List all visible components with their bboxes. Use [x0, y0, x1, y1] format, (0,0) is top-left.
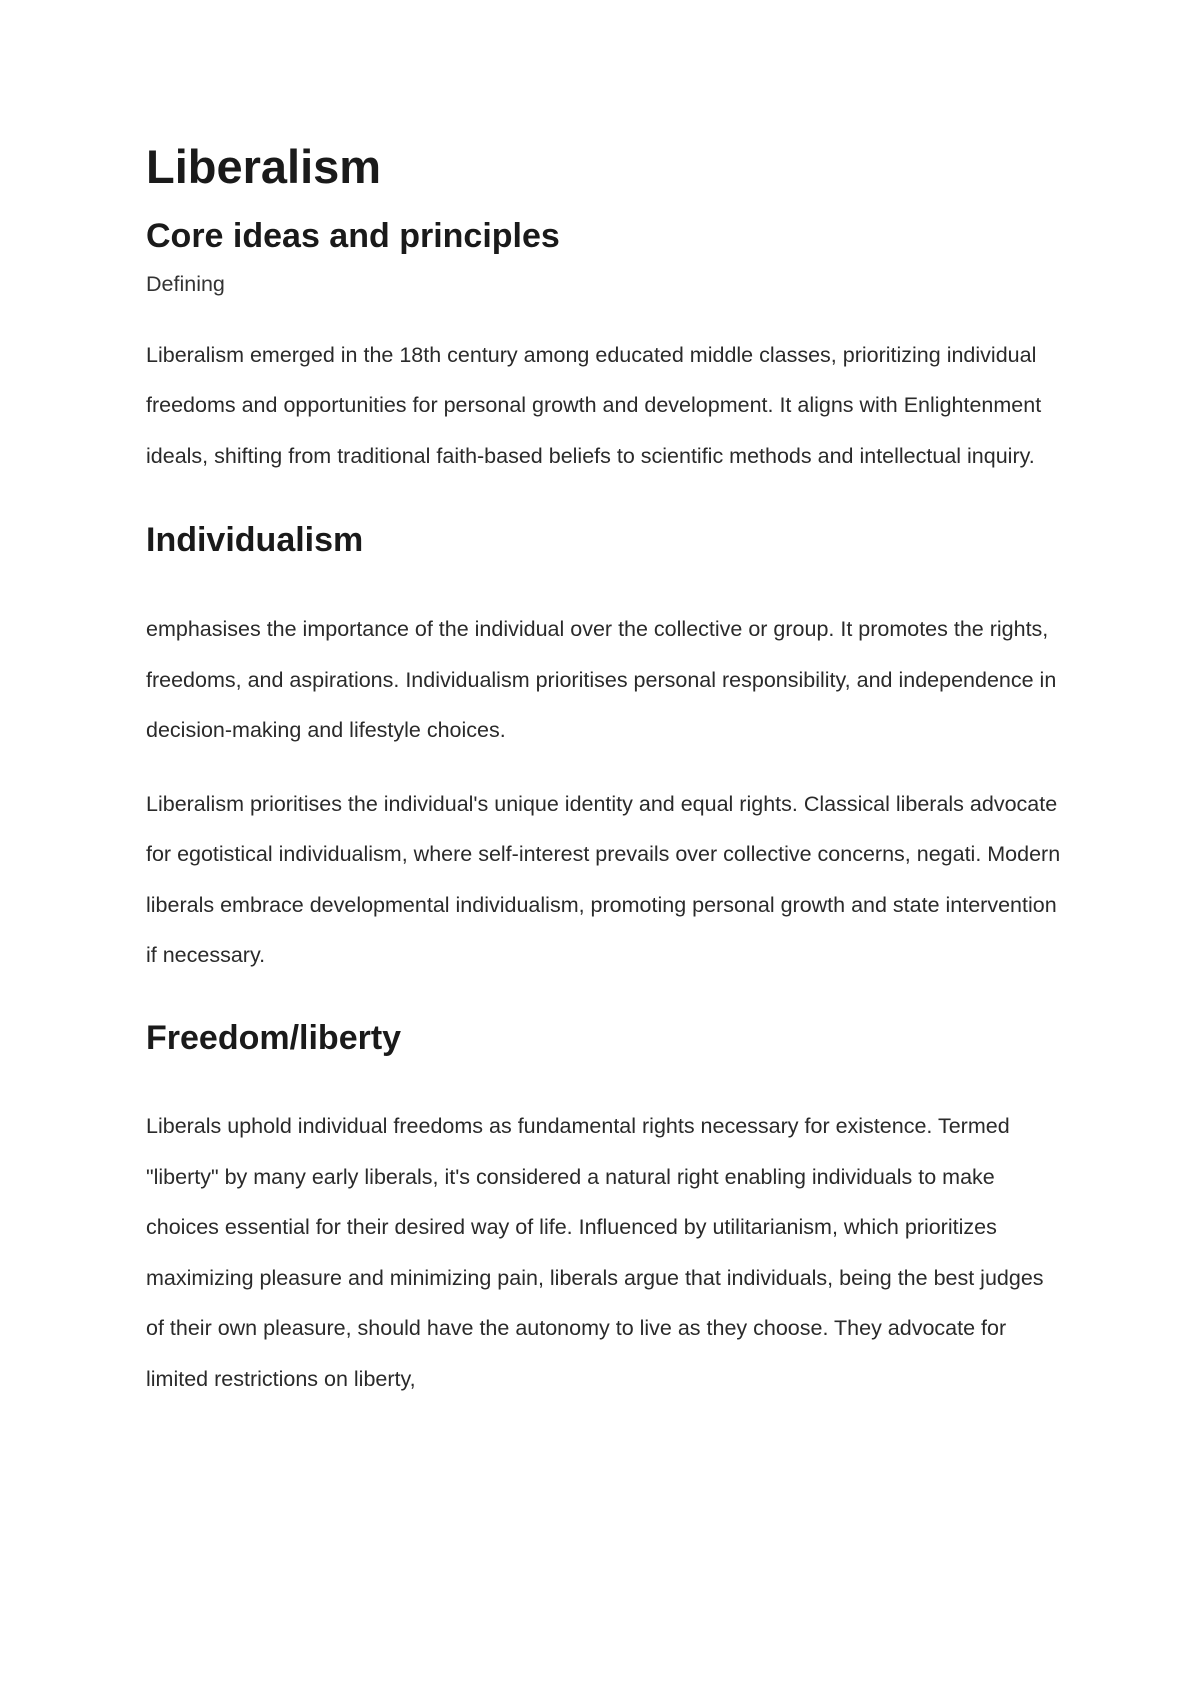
paragraph-individualism-2: Liberalism prioritises the individual's unique identity and equal rights. Classical liberals advocate for egotistical individualism, where self-interest prevails over collective concerns, negati. Modern liberals embrace developmental individualism, promoting personal growth and state intervention if necessary.: [146, 791, 1061, 968]
section-heading-core-ideas: Core ideas and principles: [146, 217, 560, 256]
section-heading-freedom-liberty: Freedom/liberty: [146, 1018, 402, 1057]
paragraph-core-ideas: Liberalism emerged in the 18th century among educated middle classes, prioritizing individual freedoms and opportunities for personal growth and development. It aligns with Enlightenment ideals, shifting from traditional faith-based beliefs to scientific methods and intellectual inquiry.: [146, 342, 1042, 468]
section-subheading-defining: Defining: [146, 271, 225, 296]
section-heading-individualism: Individualism: [146, 521, 364, 560]
paragraph-freedom-liberty: Liberals uphold individual freedoms as fundamental rights necessary for existence. Termed "liberty" by many early liberals, it's considered a natural right enabling individuals to make choices essential for their desired way of life. Influenced by utilitarianism, which prioritizes maximizing pleasure and minimizing pain, liberals argue that individuals, being the best judges of their own pleasure, should have the autonomy to live as they choose. They advocate for limited restrictions on liberty,: [146, 1114, 1044, 1391]
paragraph-individualism-1: emphasises the importance of the individual over the collective or group. It promotes the rights, freedoms, and aspirations. Individualism prioritises personal responsibility, and independence in decision-making and lifestyle choices.: [146, 617, 1057, 743]
document-page: [146, 140, 1066, 1404]
document-title: Liberalism: [146, 140, 382, 193]
